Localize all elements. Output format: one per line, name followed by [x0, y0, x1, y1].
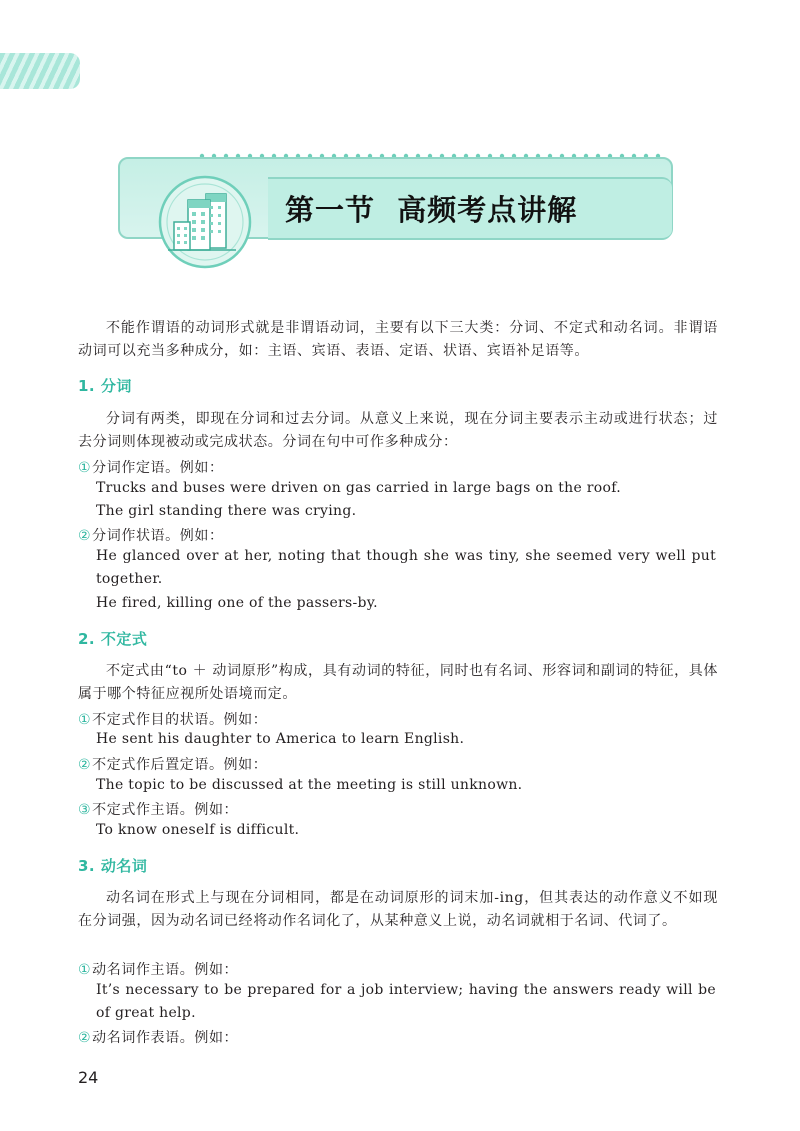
item-number: ②	[78, 757, 92, 773]
example-sentence: To know oneself is difficult.	[96, 822, 300, 838]
item-label: 动名词作表语。例如：	[92, 1030, 239, 1046]
page-number: 24	[78, 1068, 99, 1087]
item-number: ②	[78, 528, 92, 544]
section-intro-infinitive: 不定式由“to ＋ 动词原形”构成，具有动词的特征，同时也有名词、形容词和副词的特征，具体属于哪个特征应视所处语境而定。	[78, 663, 718, 702]
item-number: ①	[78, 712, 92, 728]
sub-item	[78, 754, 267, 774]
item-label: 分词作定语。例如：	[92, 460, 224, 476]
sub-item	[78, 525, 224, 545]
sub-item	[78, 709, 267, 729]
item-number: ③	[78, 802, 92, 818]
item-number: ①	[78, 962, 92, 978]
corner-tab	[0, 53, 80, 89]
example-sentence: It’s necessary to be prepared for a job interview; having the answers ready will be of great help.	[96, 982, 716, 1021]
example-sentence: The girl standing there was crying.	[96, 503, 357, 519]
example-sentence: The topic to be discussed at the meeting is still unknown.	[96, 777, 523, 793]
item-label: 分词作状语。例如：	[92, 528, 224, 544]
sub-item	[78, 457, 224, 477]
section-intro-gerund: 动名词在形式上与现在分词相同，都是在动词原形的词末加-ing，但其表达的动作意义不如现在分词强，因为动名词已经将动作名词化了，从某种意义上说，动名词就相于名词、代词了。	[78, 890, 718, 929]
example-sentence: He fired, killing one of the passers-by.	[96, 595, 378, 611]
section-heading-infinitive: 2. 不定式	[78, 630, 148, 648]
item-label: 不定式作主语。例如：	[92, 802, 239, 818]
page-title: 第一节 高频考点讲解	[285, 193, 578, 227]
sub-item	[78, 959, 238, 979]
section-heading-participle: 1. 分词	[78, 377, 132, 395]
item-label: 不定式作目的状语。例如：	[92, 712, 268, 728]
item-number: ①	[78, 460, 92, 476]
item-label: 不定式作后置定语。例如：	[92, 757, 268, 773]
item-number: ②	[78, 1030, 92, 1046]
buildings-icon	[150, 172, 260, 272]
example-sentence: He sent his daughter to America to learn English.	[96, 731, 465, 747]
sub-item	[78, 799, 238, 819]
sub-item	[78, 1027, 238, 1047]
item-label: 动名词作主语。例如：	[92, 962, 239, 978]
section-intro-participle: 分词有两类，即现在分词和过去分词。从意义上来说，现在分词主要表示主动或进行状态；过去分词则体现被动或完成状态。分词在句中可作多种成分：	[78, 411, 718, 450]
section-heading-gerund: 3. 动名词	[78, 857, 148, 875]
intro-paragraph: 不能作谓语的动词形式就是非谓语动词，主要有以下三大类：分词、不定式和动名词。非谓语动词可以充当多种成分，如：主语、宾语、表语、定语、状语、宾语补足语等。	[78, 320, 718, 359]
example-sentence: Trucks and buses were driven on gas carried in large bags on the roof.	[96, 480, 621, 496]
example-sentence: He glanced over at her, noting that though she was tiny, she seemed very well put together.	[96, 548, 716, 587]
